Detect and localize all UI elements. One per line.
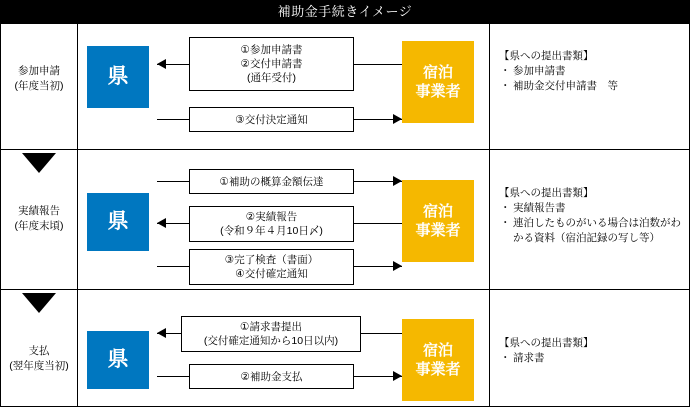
arrow-head-2-2 [157, 218, 166, 228]
note-3 [499, 336, 689, 366]
phase-label-2 [1, 204, 77, 234]
note-3-list [499, 351, 689, 366]
page-title: 補助金手続きイメージ [1, 1, 689, 23]
prefecture-box-1: 県 [87, 46, 149, 108]
divider-phase-column [77, 23, 78, 406]
flow-triangle-1 [22, 153, 56, 173]
note-2-list [499, 201, 689, 246]
phase-label-3-main: 支払 [28, 345, 50, 357]
message-2-2-line1: ②実績報告 [245, 211, 298, 223]
message-2-3-line2: ④交付確定通知 [235, 268, 308, 280]
message-box-2-3 [189, 249, 354, 285]
operator-box-3-line1: 宿泊 [422, 341, 453, 359]
operator-box-1-line1: 宿泊 [422, 63, 453, 81]
operator-box-3 [402, 319, 474, 401]
note-2-item-1: ・ 連泊したものがいる場合は泊数がわかる資料（宿泊記録の写し等） [511, 216, 689, 246]
prefecture-box-2: 県 [87, 193, 149, 251]
note-2-head: 【県への提出書類】 [499, 187, 594, 199]
note-2 [499, 186, 689, 246]
note-2-item-0: ・ 実績報告書 [511, 201, 689, 216]
phase-label-2-main: 実績報告 [18, 205, 60, 217]
phase-label-2-sub: (年度末頃) [14, 220, 64, 232]
message-1-1-line1: ①参加申請書 [240, 44, 303, 56]
operator-box-1-line2: 事業者 [415, 83, 461, 100]
divider-row1 [1, 149, 689, 150]
message-box-1-1 [189, 37, 354, 91]
message-box-2-2 [189, 206, 354, 242]
note-1-item-0: ・ 参加申請書 [511, 64, 689, 79]
prefecture-box-3: 県 [87, 331, 149, 389]
arrow-head-3-2 [393, 371, 402, 381]
note-3-item-0: ・ 請求書 [511, 351, 689, 366]
message-box-2-1 [189, 169, 354, 194]
arrow-head-3-1 [157, 328, 166, 338]
phase-label-1-main: 参加申請 [18, 65, 60, 77]
operator-box-2 [402, 180, 474, 262]
note-1-list [499, 64, 689, 94]
note-3-head: 【県への提出書類】 [499, 337, 594, 349]
message-box-3-1 [181, 316, 361, 352]
message-3-1-line1: ①請求書提出 [240, 321, 302, 333]
message-3-1-line2: (交付確定通知から10日以内) [203, 335, 339, 347]
divider-row2 [1, 289, 689, 290]
message-2-2-line2: (令和９年４月10日〆) [220, 225, 323, 237]
message-1-1-line2: ②交付申請書 [240, 58, 303, 70]
divider-title [1, 23, 689, 24]
note-1-item-1: ・ 補助金交付申請書 等 [511, 79, 689, 94]
message-box-1-2 [189, 107, 354, 132]
message-2-1-line1: ①補助の概算金額伝達 [219, 175, 324, 188]
note-1 [499, 49, 689, 94]
message-2-3-line1: ③完了検査（書面） [224, 254, 319, 266]
note-1-head: 【県への提出書類】 [499, 50, 594, 62]
operator-box-1 [402, 41, 474, 123]
flow-triangle-2 [22, 293, 56, 313]
message-1-2-line1: ③交付決定通知 [235, 113, 308, 126]
arrow-head-2-1 [393, 176, 402, 186]
operator-box-2-line1: 宿泊 [422, 202, 453, 220]
arrow-head-1-1 [157, 59, 166, 69]
phase-label-1 [1, 64, 77, 94]
phase-label-3 [1, 344, 77, 374]
arrow-head-2-3 [393, 261, 402, 271]
divider-note-column [489, 23, 490, 406]
phase-label-1-sub: (年度当初) [14, 80, 64, 92]
arrow-head-1-2 [393, 114, 402, 124]
phase-label-3-sub: (翌年度当初) [9, 360, 69, 372]
message-1-1-line3: (通年受付) [247, 72, 296, 84]
operator-box-2-line2: 事業者 [415, 222, 461, 239]
message-3-2-line1: ②補助金支払 [240, 370, 303, 383]
message-box-3-2 [189, 364, 354, 389]
operator-box-3-line2: 事業者 [415, 361, 461, 378]
